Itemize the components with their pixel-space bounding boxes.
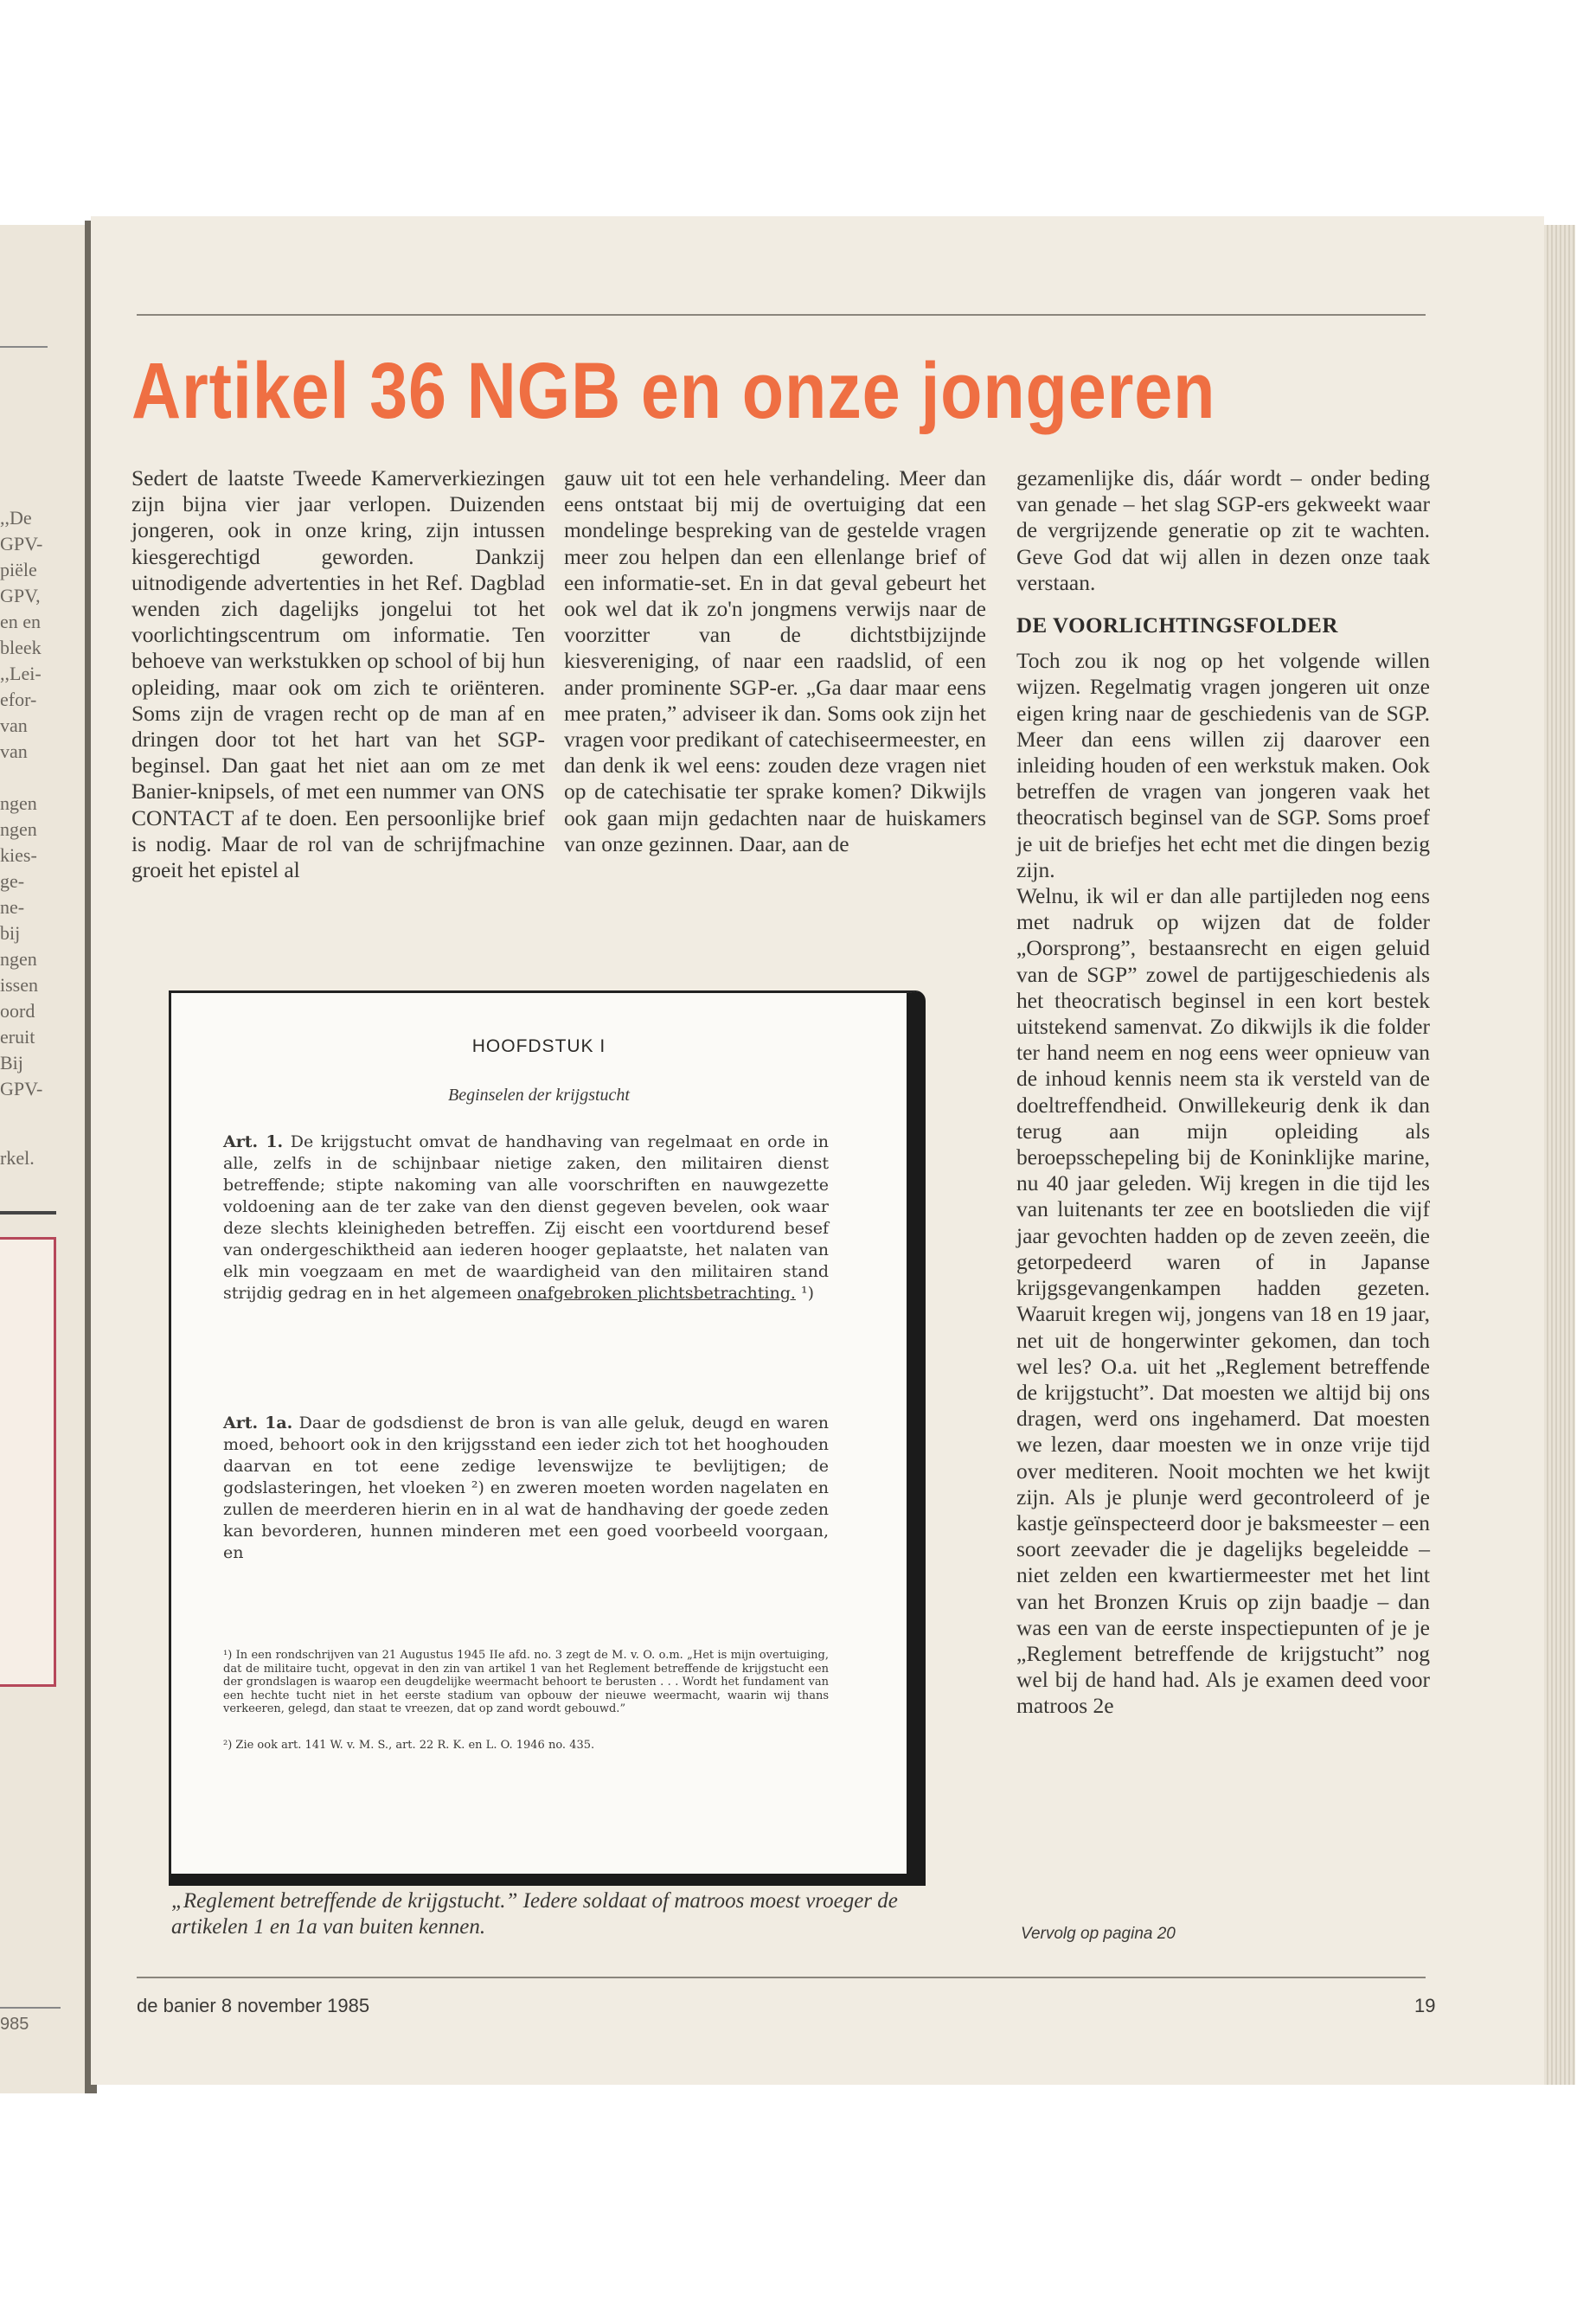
paragraph: gauw uit tot een hele verhandeling. Meer dan eens ontstaat bij mij de overtuiging dat een mondelinge bespreking van de gestelde vragen meer zou helpen dan een ellenlange brief of een informatie-set. En in dat geval gebeurt het ook wel dat ik zo'n jongmens verwijs naar de voorzitter van de dichtstbijzijnde kiesvereniging, of naar een raadslid, of een ander prominente SGP-er. „Ga daar maar eens mee praten,” adviseer ik dan. Soms ook zijn het vragen voor predikant of catechiseermeester, en dan denk ik wel eens: zouden deze vragen niet op de catechisatie ter sprake komen? Dikwijls ook gaan mijn gedachten naar de huiskamers van onze gezinnen. Daar, aan de bbox=[564, 465, 986, 856]
left-page-fragment: bleek bbox=[0, 637, 42, 658]
column-3 bbox=[1016, 465, 1430, 1720]
left-page-rule bbox=[0, 346, 48, 348]
page-stack-edge bbox=[1544, 225, 1575, 2085]
continued-note: Vervolg op pagina 20 bbox=[1021, 1925, 1176, 1943]
bottom-rule bbox=[137, 1977, 1426, 1978]
page-number: 19 bbox=[1414, 1995, 1436, 2016]
left-page-fragment: ngen bbox=[0, 948, 37, 970]
article-1-label: Art. 1. bbox=[223, 1132, 284, 1151]
left-page-year: 985 bbox=[0, 2015, 29, 2034]
left-page-fragment: kies- bbox=[0, 844, 37, 866]
left-page-fragment: ngen bbox=[0, 792, 37, 814]
adjacent-left-page bbox=[0, 225, 87, 2093]
paragraph: Toch zou ik nog op het volgende willen wijzen. Regelmatig vragen jongeren uit onze eigen kring naar de geschiedenis van de SGP. Meer dan eens willen zij daarover een inleiding houden of een werkstuk maken. Ook betreffen de vragen van jongeren vaak het theocratisch beginsel van de SGP. Soms proef je uit de briefjes het echt met die dingen bezig zijn. bbox=[1016, 648, 1430, 882]
column-2 bbox=[564, 465, 986, 857]
footer-publication: de banier 8 november 1985 bbox=[137, 1995, 370, 2016]
left-page-fragment: en en bbox=[0, 611, 42, 632]
clipping-caption: „Reglement betreffende de krijgstucht.” Iedere soldaat of matroos moest vroeger de artikelen 1 en 1a van buiten kennen. bbox=[171, 1889, 898, 1939]
regulation-clipping bbox=[169, 990, 926, 1886]
clipping-heading: HOOFDSTUK I bbox=[471, 1036, 606, 1056]
section-heading: DE VOORLICHTINGSFOLDER bbox=[1016, 614, 1338, 638]
paragraph: Sedert de laatste Tweede Kamerverkiezingen zijn bijna vier jaar verlopen. Duizenden jongeren, ook in onze kring, zijn intussen kiesgerechtigd geworden. Dankzij uitnodigende advertenties in het Ref. Dagblad wenden zich dagelijks jongelui tot het voorlichtingscentrum om informatie. Ten behoeve van werkstukken op school of bij hun opleiding, maar ook om zich te oriënteren. Soms zijn de vragen recht op de man af en dringen door tot het hart van het SGP-beginsel. Dan gaat het niet aan om ze met Banier-knipsels, of met een nummer van ONS CONTACT af te doen. Een persoonlijke brief is nodig. Maar de rol van de schrijfmachine groeit het epistel al bbox=[131, 465, 545, 883]
footnote-1: ¹) In een rondschrijven van 21 Augustus 1945 IIe afd. no. 3 zegt de M. v. O. o.m. „Het is mijn overtuiging, dat de militaire tucht, opgevat in den zin van artikel 1 van het Reglement betreffende de krijgstucht een der grondslagen is waarop een deugdelijke weermacht behoort te berusten . . . Wordt het fundament van een hechte tucht niet in het eerste stadium van opbouw der nieuwe weermacht, waarin wij thans verkeeren, gelegd, dan staat te vreezen, dat op zand wordt gebouwd.” bbox=[223, 1649, 829, 1715]
left-page-fragment: issen bbox=[0, 974, 38, 996]
paragraph: gezamenlijke dis, dáár wordt – onder beding van genade – het slag SGP-ers gekweekt waar de vergrijzende generatie op zit te wachten. Geve God dat wij allen in dezen onze taak verstaan. bbox=[1016, 465, 1430, 595]
left-page-rule bbox=[0, 2007, 61, 2009]
left-page-fragment: van bbox=[0, 715, 28, 736]
left-page-fragment: piële bbox=[0, 559, 37, 580]
left-page-fragment: bij bbox=[0, 922, 21, 944]
article-1a bbox=[223, 1413, 829, 1564]
left-page-fragment: ne- bbox=[0, 896, 25, 918]
top-rule bbox=[137, 314, 1426, 316]
left-page-fragment: oord bbox=[0, 1000, 35, 1022]
left-page-fragment: ngen bbox=[0, 818, 37, 840]
left-page-box bbox=[0, 1237, 56, 1687]
footnote-ref: ¹) bbox=[800, 1284, 815, 1303]
clipping-subheading: Beginselen der krijgstucht bbox=[448, 1086, 630, 1105]
article-1-text: De krijgstucht omvat de handhaving van regelmaat en orde in alle, zelfs in de schijnbaar nietige zaken, den militairen dienst betreffende; stipte nakoming van alle voorschriften en nauwgezette voldoening aan de ter zake van den dienst gegeven bevelen, ook waar deze slechts kleinigheden betreffen. Zij eischt een voortdurend besef van ondergeschiktheid aan iederen hooger geplaatste, het nalaten van elk min voegzaam en met de waardigheid van den militairen stand strijdig gedrag en in het algemeen bbox=[223, 1132, 830, 1303]
left-page-fragment: Bij bbox=[0, 1052, 23, 1074]
left-page-fragment: GPV, bbox=[0, 585, 41, 606]
column-1 bbox=[131, 465, 545, 883]
left-page-fragment: ge- bbox=[0, 870, 25, 892]
article-1a-label: Art. 1a. bbox=[223, 1413, 293, 1433]
left-page-fragment: ,,De bbox=[0, 507, 32, 529]
left-page-fragment: GPV- bbox=[0, 1078, 43, 1099]
article-1-underlined: onafgebroken plichtsbetrachting. bbox=[516, 1284, 796, 1303]
left-page-fragment: efor- bbox=[0, 689, 37, 710]
article-1 bbox=[223, 1131, 829, 1304]
left-page-fragment: rkel. bbox=[0, 1147, 35, 1169]
left-page-fragment: ,,Lei- bbox=[0, 663, 42, 684]
paragraph: Welnu, ik wil er dan alle partijleden nog eens met nadruk op wijzen dat de folder „Oorsprong”, bestaansrecht en eigen geluid van de SGP” zowel de partijgeschiedenis als het theocratisch beginsel in een kort bestek uitstekend samenvat. Zo dikwijls ik die folder ter hand neem en nog eens weer opnieuw van de inhoud kennis neem sta ik versteld van de doeltreffendheid. Onwillekeurig denk ik dan terug aan mijn opleiding als beroepsschepeling bij de Koninklijke marine, nu 40 jaar geleden. Wij kregen in die tijd les van luitenants ter zee en bootslieden die vijf jaar gevochten hadden op de zeven zeeën, die getorpedeerd waren of in Japanse krijgsgevangenkampen hadden gezeten. Waaruit kregen wij, jongens van 18 en 19 jaar, net uit de hongerwinter gekomen, dan toch wel les? O.a. uit het „Reglement betreffende de krijgstucht”. Dat moesten we altijd bij ons dragen, werd ons ingehamerd. Dat moesten we lezen, daar moesten we in onze vrije tijd over mediteren. Nooit mochten we het kwijt zijn. Als je plunje werd gecontroleerd of je kastje geïnspecteerd door je baksmeester – een soort zeevader die je dagelijks begeleidde – niet zelden een kwartiermeester met het lint van het Bronzen Kruis op zijn baadje – dan was een van de eerste inspectiepunten of je je „Reglement betreffende de krijgstucht” nog wel bij de hand had. Als je examen deed voor matroos 2e bbox=[1016, 883, 1430, 1719]
article-1a-text: Daar de godsdienst de bron is van alle geluk, deugd en waren moed, behoort ook in den krijgsstand een ieder zich tot het hooghouden daarvan en tot eene zedige levenswijze te bevlijtigen; de godslasteringen, het vloeken ²) en zweren moeten worden nagelaten en zullen de meerderen hierin en in al wat de handhaving der goede zeden kan bevorderen, hunnen minderen met een goed voorbeeld voorgaan, en bbox=[223, 1413, 829, 1562]
left-page-fragment: eruit bbox=[0, 1026, 35, 1048]
left-page-fragment: GPV- bbox=[0, 533, 43, 554]
article-title: Artikel 36 NGB en onze jongeren bbox=[131, 347, 1216, 435]
left-page-rule bbox=[0, 1211, 56, 1215]
left-page-fragment: van bbox=[0, 740, 28, 762]
footnote-2: ²) Zie ook art. 141 W. v. M. S., art. 22 R. K. en L. O. 1946 no. 435. bbox=[223, 1739, 595, 1752]
